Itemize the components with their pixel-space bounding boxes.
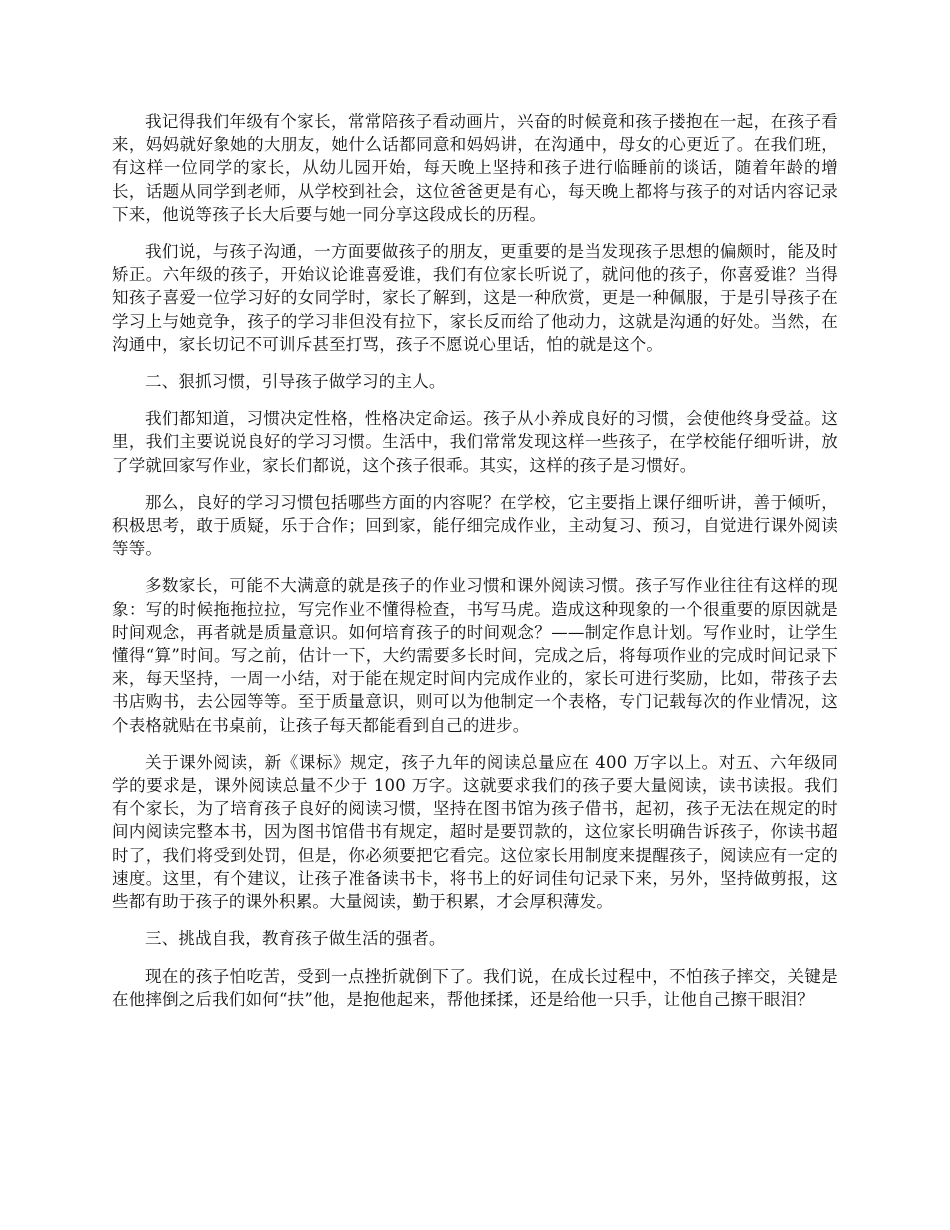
section-heading-2: 二、狠抓习惯，引导孩子做学习的主人。: [145, 372, 446, 392]
paragraph-5: 多数家长，可能不大满意的就是孩子的作业习惯和课外阅读习惯。孩子写作业往往有这样的现象：写的时候拖拖拉拉，写完作业不懂得检查，书写马虎。造成这种现象的一个很重要的原因就是时间观念，再者就是质量意识。如何培育孩子的时间观念？——制定作息计划。写作业时，让学生懂得“算”时间。写之前，估计一下，大约需要多长时间，完成之后，将每项作业的完成时间记录下来，每天坚持，一周一小结，对于能在规定时间内完成作业的，家长可进行奖励，比如，带孩子去书店购书，去公园等等。至于质量意识，则可以为他制定一个表格，专门记载每次的作业情况，这个表格就贴在书桌前，让孩子每天都能看到自己的进步。: [112, 576, 838, 735]
paragraph-4: 那么，良好的学习习惯包括哪些方面的内容呢？在学校，它主要指上课仔细听讲，善于倾听，积极思考，敢于质疑，乐于合作；回到家，能仔细完成作业，主动复习、预习，自觉进行课外阅读等等。: [112, 492, 838, 559]
section-heading-3: 三、挑战自我，教育孩子做生活的强者。: [145, 929, 446, 949]
paragraph-3: 我们都知道，习惯决定性格，性格决定命运。孩子从小养成良好的习惯，会使他终身受益。这里，我们主要说说良好的学习习惯。生活中，我们常常发现这样一些孩子，在学校能仔细听讲，放了学就回家写作业，家长们都说，这个孩子很乖。其实，这样的孩子是习惯好。: [112, 409, 838, 475]
paragraph-7: 现在的孩子怕吃苦，受到一点挫折就倒下了。我们说，在成长过程中，不怕孩子摔交，关键是在他摔倒之后我们如何“扶”他，是抱他起来，帮他揉揉，还是给他一只手，让他自己擦干眼泪？: [112, 966, 838, 1009]
document-page: [112, 110, 838, 1025]
paragraph-1: 我记得我们年级有个家长，常常陪孩子看动画片，兴奋的时候竟和孩子搂抱在一起，在孩子看来，妈妈就好象她的大朋友，她什么话都同意和妈妈讲，在沟通中，母女的心更近了。在我们班，有这样一位同学的家长，从幼儿园开始，每天晚上坚持和孩子进行临睡前的谈话，随着年龄的增长，话题从同学到老师，从学校到社会，这位爸爸更是有心，每天晚上都将与孩子的对话内容记录下来，他说等孩子长大后要与她一同分享这段成长的历程。: [112, 112, 838, 224]
paragraph-6: 关于课外阅读，新《课标》规定，孩子九年的阅读总量应在 400 万字以上。对五、六年级同学的要求是，课外阅读总量不少于 100 万字。这就要求我们的孩子要大量阅读，读书读报。我们有个家长，为了培育孩子良好的阅读习惯，坚持在图书馆为孩子借书，起初，孩子无法在规定的时间内阅读完整本书，因为图书馆借书有规定，超时是要罚款的，这位家长明确告诉孩子，你读书超时了，我们将受到处罚，但是，你必须要把它看完。这位家长用制度来提醒孩子，阅读应有一定的速度。这里，有个建议，让孩子准备读书卡，将书上的好词佳句记录下来，另外，坚持做剪报，这些都有助于孩子的课外积累。大量阅读，勤于积累，才会厚积薄发。: [112, 752, 838, 912]
paragraph-2: 我们说，与孩子沟通，一方面要做孩子的朋友，更重要的是当发现孩子思想的偏颇时，能及时矫正。六年级的孩子，开始议论谁喜爱谁，我们有位家长听说了，就问他的孩子，你喜爱谁？当得知孩子喜爱一位学习好的女同学时，家长了解到，这是一种欣赏，更是一种佩服，于是引导孩子在学习上与她竞争，孩子的学习非但没有拉下，家长反而给了他动力，这就是沟通的好处。当然，在沟通中，家长切记不可训斥甚至打骂，孩子不愿说心里话，怕的就是这个。: [112, 242, 838, 354]
